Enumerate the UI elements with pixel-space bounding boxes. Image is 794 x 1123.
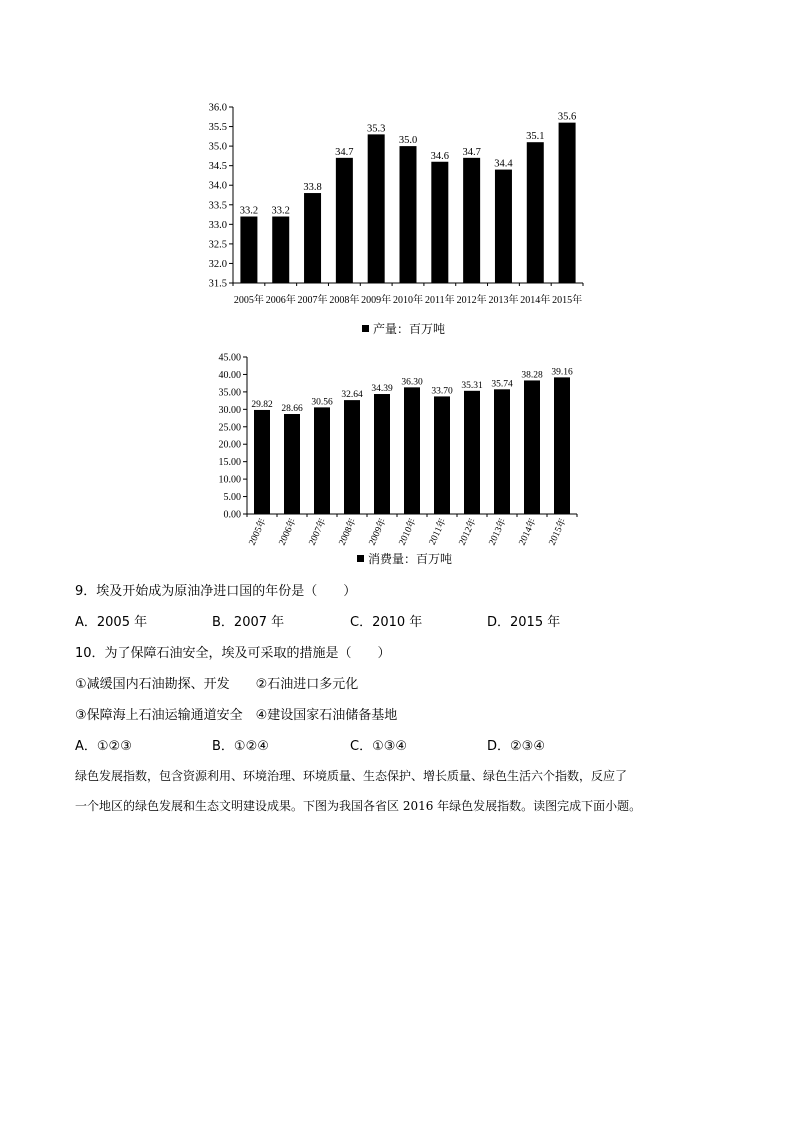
bar (284, 414, 300, 514)
bar-data-label: 36.30 (401, 377, 423, 388)
question-10-items-1: ①减缓国内石油勘探、开发 ②石油进口多元化 (75, 677, 359, 692)
bar-data-label: 32.64 (341, 390, 363, 401)
x-category-label: 2011年 (424, 295, 455, 306)
y-tick-label: 5.00 (223, 492, 241, 504)
bar (431, 162, 448, 283)
x-category-label: 2007年 (297, 295, 328, 306)
bar (464, 391, 480, 514)
bar (374, 394, 390, 514)
bar (368, 134, 385, 283)
bar (559, 123, 576, 283)
y-tick-label: 34.0 (208, 180, 227, 192)
y-tick-label: 33.0 (208, 219, 227, 231)
bar-data-label: 34.39 (371, 384, 393, 395)
bar-data-label: 35.74 (491, 379, 513, 390)
bar (524, 380, 540, 514)
bar-data-label: 38.28 (521, 370, 543, 381)
bar (344, 400, 360, 514)
x-category-label: 2015年 (552, 295, 583, 306)
bar-data-label: 34.4 (494, 158, 513, 170)
bar-data-label: 35.6 (557, 111, 577, 123)
x-category-label: 2006年 (265, 295, 296, 306)
q10-option-b: B．①②④ (212, 739, 269, 754)
x-category-label: 2005年 (247, 517, 269, 548)
bar (254, 410, 270, 514)
y-tick-label: 45.00 (218, 352, 241, 364)
q10-option-a: A．①②③ (75, 739, 132, 754)
x-category-label: 2013年 (487, 517, 509, 548)
x-category-label: 2008年 (337, 517, 359, 548)
legend-swatch (362, 325, 369, 332)
bar-data-label: 35.31 (461, 380, 483, 391)
y-tick-label: 15.00 (218, 457, 241, 469)
x-category-label: 2007年 (307, 517, 329, 548)
x-category-label: 2011年 (427, 517, 449, 547)
q9-option-c: C．2010 年 (350, 615, 423, 630)
bar-data-label: 29.82 (251, 399, 273, 410)
q9-option-d: D．2015 年 (487, 615, 561, 630)
bar (304, 193, 321, 283)
y-tick-label: 35.00 (218, 387, 241, 399)
y-tick-label: 32.5 (208, 239, 227, 251)
q9-option-b: B．2007 年 (212, 615, 285, 630)
x-category-label: 2009年 (367, 517, 389, 548)
q10-option-c: C．①③④ (350, 739, 408, 754)
bar (554, 377, 570, 514)
bar-data-label: 35.3 (366, 123, 386, 135)
x-category-label: 2014年 (517, 517, 539, 548)
x-category-label: 2008年 (329, 295, 360, 306)
bar-data-label: 34.6 (430, 150, 450, 162)
bar-data-label: 33.8 (303, 182, 322, 194)
y-tick-label: 35.5 (208, 122, 227, 134)
legend-label: 产量：百万吨 (373, 322, 446, 336)
q10-option-d: D．②③④ (487, 739, 545, 754)
bar-data-label: 34.7 (462, 146, 481, 158)
y-tick-label: 32.0 (208, 258, 227, 270)
x-category-label: 2013年 (488, 295, 519, 306)
y-tick-label: 0.00 (223, 509, 241, 521)
bar (272, 217, 289, 283)
bar-data-label: 33.2 (239, 205, 259, 217)
x-category-label: 2005年 (233, 295, 264, 306)
production-bar-chart (0, 98, 794, 343)
x-category-label: 2012年 (457, 517, 479, 548)
y-tick-label: 10.00 (218, 474, 241, 486)
bar (495, 170, 512, 283)
y-tick-label: 35.0 (208, 141, 227, 153)
bar (463, 158, 480, 283)
x-category-label: 2014年 (520, 295, 551, 306)
consumption-bar-chart (0, 348, 794, 573)
y-tick-label: 25.00 (218, 422, 241, 434)
legend-label: 消费量：百万吨 (368, 552, 453, 566)
x-category-label: 2010年 (397, 517, 419, 548)
x-category-label: 2006年 (277, 517, 299, 548)
bar (314, 407, 330, 514)
bar-data-label: 33.2 (271, 205, 290, 217)
bar (404, 387, 420, 514)
bar (434, 396, 450, 514)
question-10-options (75, 735, 675, 753)
bar-data-label: 34.7 (335, 146, 354, 158)
question-9-stem: 9．埃及开始成为原油净进口国的年份是（ ） (75, 584, 357, 599)
x-category-label: 2010年 (393, 295, 423, 306)
y-tick-label: 31.5 (208, 278, 227, 290)
y-tick-label: 30.00 (218, 404, 241, 416)
bar-data-label: 35.1 (526, 131, 545, 143)
bar-data-label: 39.16 (551, 367, 573, 378)
x-category-label: 2009年 (361, 295, 392, 306)
passage-line-1: 绿色发展指数，包含资源利用、环境治理、环境质量、生态保护、增长质量、绿色生活六个指数，反应了 (75, 769, 628, 783)
x-category-label: 2012年 (456, 295, 487, 306)
bar (336, 158, 353, 283)
bar (240, 217, 257, 283)
bar-data-label: 33.70 (431, 386, 453, 397)
question-9-options (75, 611, 675, 629)
bar (527, 142, 544, 283)
question-10-items-2: ③保障海上石油运输通道安全 ④建设国家石油储备基地 (75, 708, 398, 723)
passage-line-2: 一个地区的绿色发展和生态文明建设成果。下图为我国各省区 2016 年绿色发展指数。读图完成下面小题。 (75, 799, 642, 813)
q9-option-a: A．2005 年 (75, 615, 148, 630)
question-10-stem: 10．为了保障石油安全，埃及可采取的措施是（ ） (75, 646, 391, 661)
legend-swatch (357, 555, 364, 562)
y-tick-label: 20.00 (218, 439, 241, 451)
bar-data-label: 28.66 (281, 404, 303, 415)
y-tick-label: 33.5 (208, 200, 227, 212)
bar-data-label: 35.0 (398, 135, 418, 147)
bar-data-label: 30.56 (311, 397, 333, 408)
bar (400, 146, 417, 283)
y-tick-label: 40.00 (218, 369, 241, 381)
y-tick-label: 34.5 (208, 161, 227, 173)
x-category-label: 2015年 (547, 517, 569, 548)
bar (494, 389, 510, 514)
y-tick-label: 36.0 (208, 102, 227, 114)
